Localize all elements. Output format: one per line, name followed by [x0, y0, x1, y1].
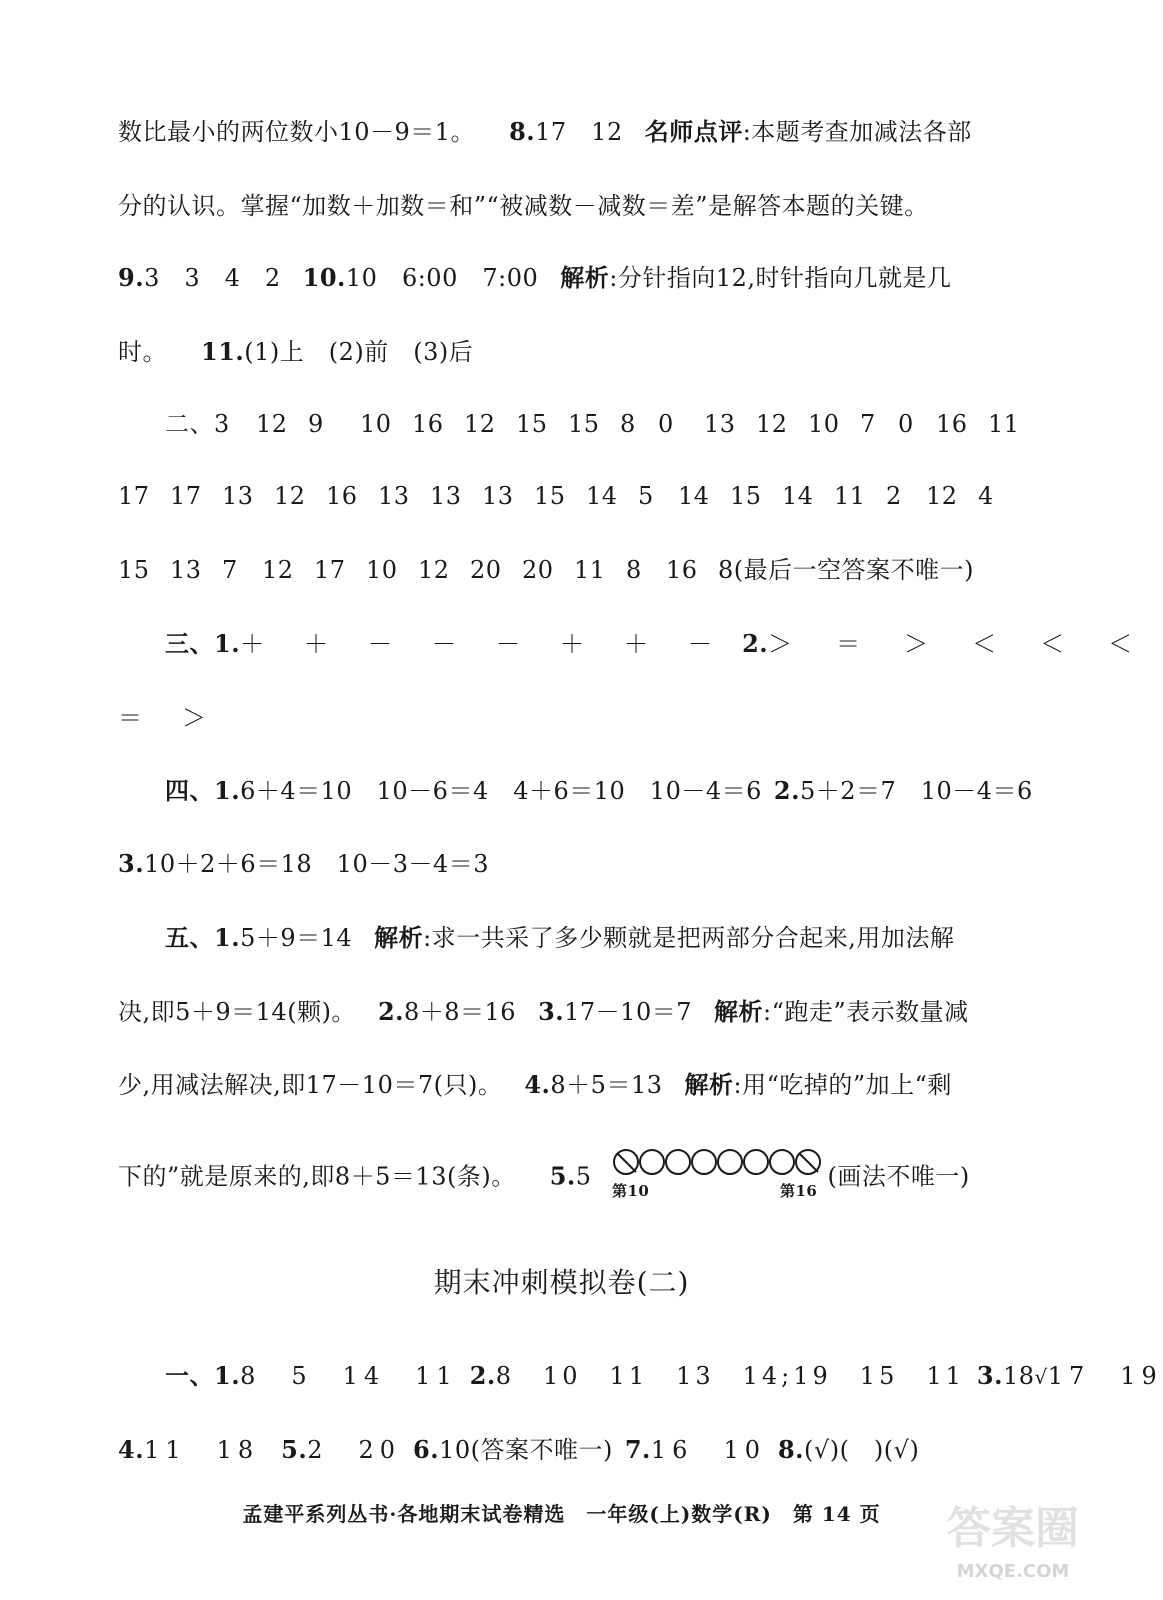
num-cell: 8	[626, 556, 642, 584]
section-four-row-2	[118, 848, 1013, 880]
num-cell: 16	[936, 410, 968, 438]
num-cell: 12	[756, 410, 788, 438]
part2-q2-answer: 8 10 11 13 14;19 15 11	[495, 1362, 965, 1390]
section-five-q2-number: 2.	[377, 997, 404, 1026]
num-cell: 16	[412, 410, 444, 438]
cross-out-slash	[799, 1153, 818, 1172]
section-five-row-2	[118, 996, 1013, 1028]
section-five-row-1	[165, 922, 1013, 954]
section-three-q2-answer: ＞ ＝ ＞ ＜ ＜ ＜	[768, 630, 1143, 658]
text-line-1	[118, 116, 1013, 148]
num-cell: 20	[470, 556, 502, 584]
section-three-label: 三、1.	[165, 629, 241, 658]
q9-number: 9.	[118, 263, 145, 292]
watermark-big-text: 答案圈	[947, 1503, 1079, 1554]
circle-label-left: 第10	[611, 1182, 649, 1200]
circles-svg	[612, 1148, 822, 1208]
num-cell: 10	[366, 556, 398, 584]
num-cell: 12	[274, 482, 306, 510]
num-cell: 15	[534, 482, 566, 510]
text-line-2	[118, 190, 1013, 222]
circle-shape	[666, 1150, 690, 1174]
section-three-row-2	[118, 702, 1013, 734]
num-cell: 13	[704, 410, 736, 438]
num-cell: 17	[118, 482, 150, 510]
page-footer: 孟建平系列丛书·各地期末试卷精选 一年级(上)数学(R) 第 14 页	[242, 1502, 881, 1526]
part2-q2-number: 2.	[469, 1361, 496, 1390]
line14-text: 少,用减法解决,即17－10＝7(只)。	[118, 1071, 503, 1099]
section-five-q4-number: 4.	[524, 1070, 551, 1099]
num-cell: 12	[926, 482, 958, 510]
part2-q5-number: 5.	[281, 1435, 308, 1464]
line2-text: 分的认识。掌握“加数＋加数＝和”“被减数－减数＝差”是解答本题的关键。	[118, 192, 929, 220]
q10-number: 10.	[302, 263, 346, 292]
num-cell: 13	[378, 482, 410, 510]
section-five-q2-answer: 8＋8＝16	[404, 998, 517, 1026]
section-four-q2-answer: 5＋2＝7 10－4＝6	[799, 777, 1033, 805]
circle-shape	[692, 1150, 716, 1174]
section-two-row-3	[118, 554, 1013, 586]
analysis-label: 解析	[560, 263, 610, 292]
q8-number: 8.	[509, 117, 536, 146]
section-five-q5-tail: (画法不唯一)	[827, 1162, 970, 1191]
num-cell: 17	[170, 482, 202, 510]
section-four-q3-number: 3.	[118, 849, 145, 878]
section-five-q5-number: 5.	[549, 1161, 576, 1191]
analysis-text: :用“吃掉的”加上“剩	[733, 1071, 952, 1099]
line15-text: 下的”就是原来的,即8＋5＝13(条)。	[118, 1162, 516, 1191]
circle-shape	[640, 1150, 664, 1174]
part2-q3-answer-cont: 17 19	[1047, 1362, 1163, 1390]
cross-out-slash	[617, 1153, 636, 1172]
section-five-label: 五、1.	[165, 923, 241, 952]
analysis-text: :“跑走”表示数量减	[763, 998, 969, 1026]
section-five-q3-answer: 17－10＝7	[564, 998, 692, 1026]
part2-q7-answer: 16 10	[650, 1436, 766, 1464]
text-line-4	[118, 336, 1013, 368]
part2-q1-answer: 8 5 14 11	[240, 1362, 458, 1390]
watermark-url: MXQE.COM	[956, 1561, 1070, 1582]
text-line-3	[118, 262, 1013, 294]
part2-q5-answer: 2 20	[307, 1436, 402, 1464]
num-cell: 20	[522, 556, 554, 584]
num-cell: 7	[222, 556, 238, 584]
teacher-comment-text: :本题考查加减法各部	[742, 118, 972, 146]
part2-q4-number: 4.	[118, 1435, 145, 1464]
num-cell: 14	[782, 482, 814, 510]
num-cell: 11	[574, 556, 606, 584]
num-cell: 15	[516, 410, 548, 438]
num-cell: 12	[418, 556, 450, 584]
num-cell: 0	[898, 410, 914, 438]
section-five-q1-answer: 5＋9＝14	[240, 924, 353, 952]
num-cell: 2	[886, 482, 902, 510]
num-cell: 9	[308, 410, 324, 438]
q8-answer: 17 12	[535, 118, 623, 146]
part2-q7-number: 7.	[624, 1435, 651, 1464]
part2-q3-answer: 18	[1002, 1362, 1035, 1390]
part2-q6-answer: 10(答案不唯一)	[439, 1436, 613, 1464]
analysis-label: 解析	[374, 923, 424, 952]
num-cell: 15	[568, 410, 600, 438]
section-two-row-1	[165, 408, 1020, 440]
section-four-label: 四、1.	[165, 776, 241, 805]
circle-label-right: 第16	[779, 1182, 817, 1200]
q10-answer: 10 6:00 7:00	[345, 264, 539, 292]
check-mark-icon: √	[1034, 1365, 1048, 1389]
part2-row-2	[118, 1434, 1013, 1466]
num-cell: 5	[638, 482, 654, 510]
section-five-q5-answer: 5	[575, 1162, 592, 1191]
circle-shape	[744, 1150, 768, 1174]
num-cell: 12	[464, 410, 496, 438]
num-cell: 14	[678, 482, 710, 510]
part2-label: 一、1.	[165, 1361, 241, 1390]
part2-row-1	[165, 1360, 1163, 1393]
circle-shape	[770, 1150, 794, 1174]
section-four-q1-answer: 6＋4＝10 10－6＝4 4＋6＝10 10－4＝6	[240, 777, 762, 805]
q11-answer: (1)上 (2)前 (3)后	[244, 338, 474, 366]
num-cell: 12	[262, 556, 294, 584]
analysis-label: 解析	[714, 997, 763, 1026]
num-cell: 7	[860, 410, 876, 438]
num-cell: 3	[214, 410, 230, 438]
num-cell: 15	[730, 482, 762, 510]
num-cell: 14	[586, 482, 618, 510]
section-two-tail: 8(最后一空答案不唯一)	[718, 556, 974, 584]
section-five-row-3	[118, 1069, 1013, 1101]
num-cell: 10	[808, 410, 840, 438]
watermark-logo	[923, 1492, 1103, 1582]
num-cell: 16	[666, 556, 698, 584]
section-three-q2-number: 2.	[742, 629, 769, 658]
num-cell: 13	[430, 482, 462, 510]
num-cell: 12	[256, 410, 288, 438]
line13-text: 决,即5＋9＝14(颗)。	[118, 998, 356, 1026]
part2-q4-answer: 11 18	[144, 1436, 260, 1464]
num-cell: 10	[360, 410, 392, 438]
analysis-text: :求一共采了多少颗就是把两部分合起来,用加法解	[423, 924, 955, 952]
section-title: 期末冲刺模拟卷(二)	[433, 1266, 690, 1299]
section-five-row-4	[118, 1148, 1013, 1208]
line4-text: 时。	[118, 338, 167, 366]
section-five-q4-answer: 8＋5＝13	[550, 1071, 663, 1099]
num-cell: 13	[482, 482, 514, 510]
section-two-row-2	[118, 480, 1013, 512]
num-cell: 13	[222, 482, 254, 510]
circle-shape	[718, 1150, 742, 1174]
num-cell: 16	[326, 482, 358, 510]
num-cell: 15	[118, 556, 150, 584]
section-four-q3-answer: 10＋2＋6＝18 10－3－4＝3	[144, 850, 490, 878]
line1-text-a: 数比最小的两位数小10－9＝1。	[118, 118, 476, 146]
section-five-q3-number: 3.	[538, 997, 565, 1026]
teacher-comment-label: 名师点评	[644, 117, 743, 146]
section-four-q2-number: 2.	[773, 776, 800, 805]
part2-q8-number: 8.	[777, 1435, 805, 1464]
circles-drawing	[612, 1148, 822, 1208]
num-cell: 17	[314, 556, 346, 584]
num-cell: 4	[978, 482, 994, 510]
section-two-label: 二、	[165, 410, 214, 438]
num-cell: 13	[170, 556, 202, 584]
section-three-q2-answer-cont: ＝ ＞	[118, 704, 214, 732]
num-cell: 11	[988, 410, 1020, 438]
q11-number: 11.	[201, 337, 245, 366]
num-cell: 0	[658, 410, 674, 438]
num-cell: 11	[834, 482, 866, 510]
part2-q3-number: 3.	[976, 1361, 1003, 1390]
num-cell: 8	[620, 410, 636, 438]
section-three-row-1	[165, 628, 1143, 660]
section-three-q1-answer: ＋ ＋ － － － ＋ ＋ －	[240, 630, 721, 658]
part2-q8-answer: (√)( )(√)	[804, 1436, 920, 1464]
q9-answer: 3 3 4 2	[144, 264, 281, 292]
analysis-text: :分针指向12,时针指向几就是几	[609, 264, 952, 292]
section-four-row-1	[165, 775, 1033, 807]
analysis-label: 解析	[684, 1070, 734, 1099]
part2-q6-number: 6.	[413, 1435, 440, 1464]
